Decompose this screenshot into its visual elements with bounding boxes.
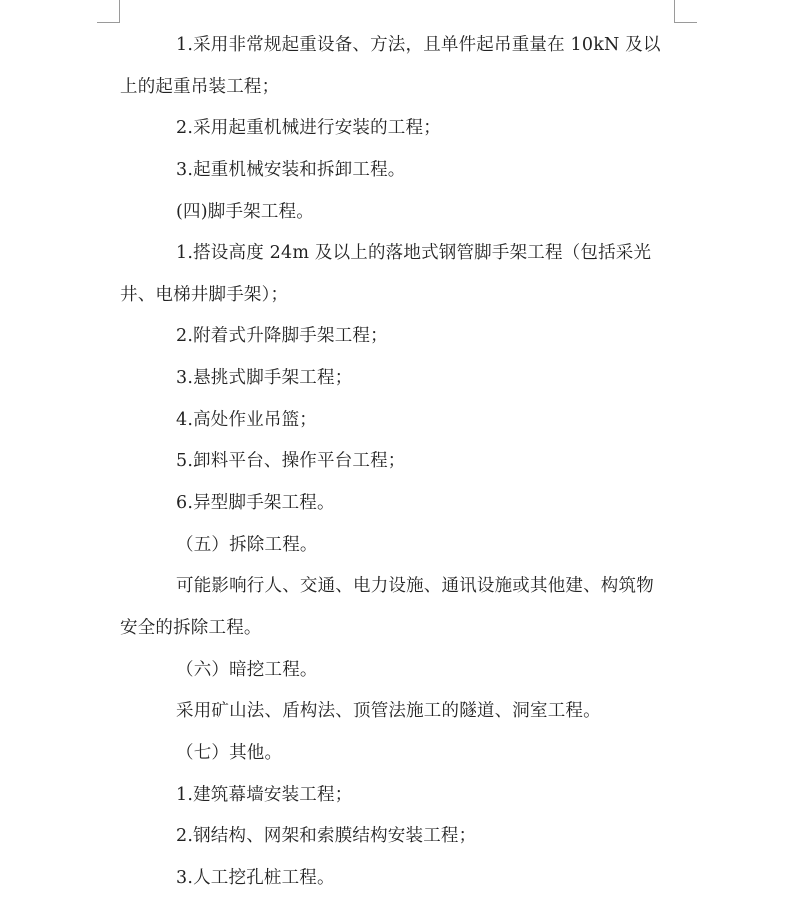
paragraph-line: 安全的拆除工程。 [120, 617, 262, 638]
margin-corner-mark-right [674, 0, 697, 23]
paragraph-line: 采用矿山法、盾构法、顶管法施工的隧道、洞室工程。 [176, 701, 601, 722]
paragraph-line: 1.建筑幕墙安装工程； [176, 784, 353, 805]
paragraph-line: 2.采用起重机械进行安装的工程； [176, 118, 441, 139]
paragraph-line: 可能影响行人、交通、电力设施、通讯设施或其他建、构筑物 [176, 576, 654, 597]
paragraph-line: 3.人工挖孔桩工程。 [176, 867, 335, 888]
paragraph-line: 1.搭设高度 24m 及以上的落地式钢管脚手架工程（包括采光 [176, 243, 652, 264]
paragraph-line: 6.异型脚手架工程。 [176, 493, 335, 514]
section-heading: （六）暗挖工程。 [176, 659, 318, 680]
margin-corner-mark-left [97, 0, 120, 23]
paragraph-line: 2.钢结构、网架和索膜结构安装工程； [176, 826, 477, 847]
document-body[interactable] [120, 25, 680, 899]
paragraph-line: 1.采用非常规起重设备、方法，且单件起吊重量在 10kN 及以 [176, 35, 661, 55]
section-heading: （五）拆除工程。 [176, 534, 318, 555]
paragraph-line: 3.悬挑式脚手架工程； [176, 368, 353, 389]
paragraph-line: 2.附着式升降脚手架工程； [176, 326, 388, 347]
paragraph-line: 上的起重吊装工程； [120, 76, 280, 97]
paragraph-line: 5.卸料平台、操作平台工程； [176, 451, 406, 472]
paragraph-line: 4.高处作业吊篮； [176, 409, 317, 430]
section-heading: （七）其他。 [176, 742, 283, 763]
section-heading: (四)脚手架工程。 [176, 201, 314, 222]
paragraph-line: 井、电梯井脚手架）； [120, 284, 289, 305]
paragraph-line: 3.起重机械安装和拆卸工程。 [176, 159, 406, 180]
